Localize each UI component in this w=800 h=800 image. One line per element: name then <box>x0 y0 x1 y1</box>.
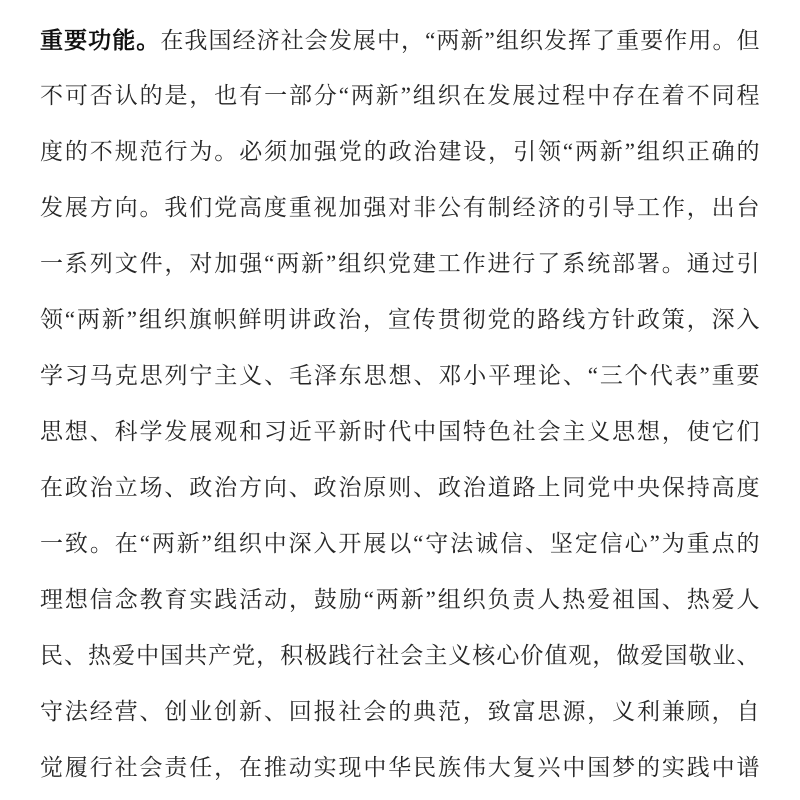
text-line <box>40 516 760 572</box>
paragraph <box>40 12 760 796</box>
text-line <box>40 124 760 180</box>
line-text: 民、热爱中国共产党，积极践行社会主义核心价值观，做爱国敬业、 <box>40 643 760 668</box>
text-line <box>40 740 760 796</box>
line-text: 理想信念教育实践活动，鼓励“两新”组织负责人热爱祖国、热爱人 <box>40 587 760 612</box>
text-line <box>40 404 760 460</box>
text-line <box>40 460 760 516</box>
bold-lead: 重要功能。 <box>40 27 161 53</box>
line-text: 发展方向。我们党高度重视加强对非公有制经济的引导工作，出台 <box>40 195 760 220</box>
line-text: 守法经营、创业创新、回报社会的典范，致富思源，义利兼顾，自 <box>40 699 760 724</box>
line-text: 在政治立场、政治方向、政治原则、政治道路上同党中央保持高度 <box>40 475 760 500</box>
line-text: 不可否认的是，也有一部分“两新”组织在发展过程中存在着不同程 <box>40 83 760 108</box>
line-text: 觉履行社会责任，在推动实现中华民族伟大复兴中国梦的实践中谱 <box>40 755 760 780</box>
line-text: 学习马克思列宁主义、毛泽东思想、邓小平理论、“三个代表”重要 <box>40 363 760 388</box>
text-line <box>40 292 760 348</box>
text-line <box>40 236 760 292</box>
text-line <box>40 348 760 404</box>
text-line <box>40 572 760 628</box>
text-line <box>40 180 760 236</box>
text-line <box>40 628 760 684</box>
line-text: 一系列文件，对加强“两新”组织党建工作进行了系统部署。通过引 <box>40 251 760 276</box>
text-line <box>40 68 760 124</box>
line-text: 在我国经济社会发展中，“两新”组织发挥了重要作用。但 <box>160 28 760 53</box>
line-text: 一致。在“两新”组织中深入开展以“守法诚信、坚定信心”为重点的 <box>40 531 760 556</box>
text-line <box>40 684 760 740</box>
line-text: 思想、科学发展观和习近平新时代中国特色社会主义思想，使它们 <box>40 419 760 444</box>
text-line <box>40 12 760 68</box>
line-text: 领“两新”组织旗帜鲜明讲政治，宣传贯彻党的路线方针政策，深入 <box>40 307 760 332</box>
line-text: 度的不规范行为。必须加强党的政治建设，引领“两新”组织正确的 <box>40 139 760 164</box>
